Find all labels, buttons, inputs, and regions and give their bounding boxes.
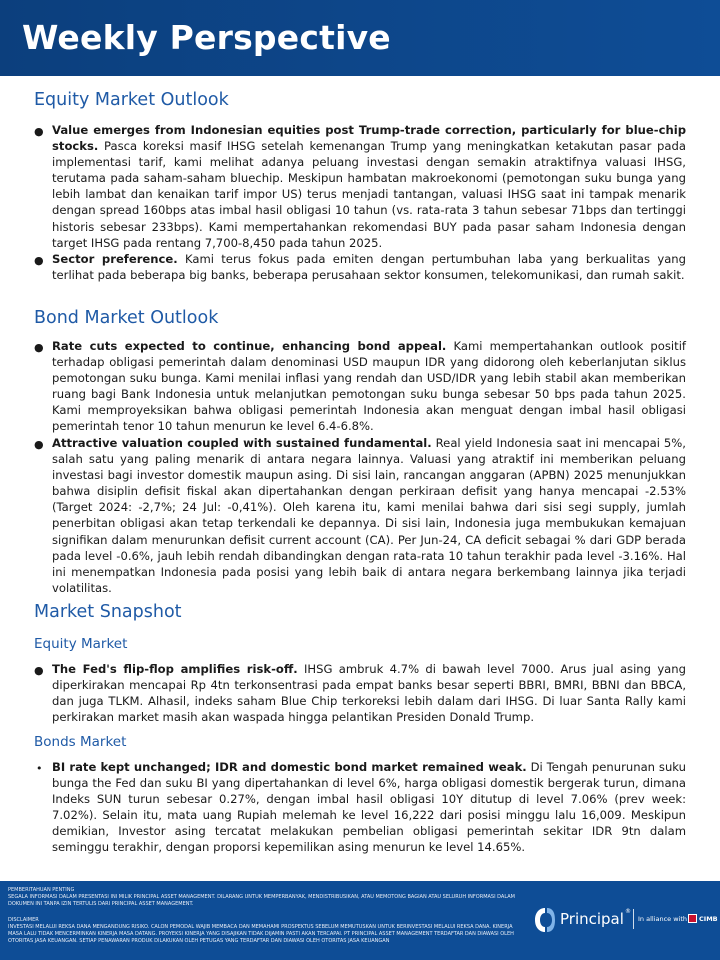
principal-logo-text: Principal xyxy=(560,910,624,928)
bond-outlook-bullet-2 xyxy=(52,435,686,596)
principal-mark-icon xyxy=(534,907,556,933)
disclaimer-text: INVESTASI MELALUI REKSA DANA MENGANDUNG RISIKO. CALON PEMODAL WAJIB MEMBACA DAN MEMAHAMI PROSPEKTUS SEBELUM MEMUTUSKAN UNTUK BERINVESTASI MELALUI REKSA DANA. KINERJA MASA LALU TIDAK MENCERMINKAN KINERJA MASA DATANG. PROYEKSI KINERJA YANG DISAJIKAN TIDAK DIJAMIN PASTI AKAN TERCAPAI. PT PRINCIPAL ASSET MANAGEMENT TERDAFTAR DAN DIAWASI OLEH OTORITAS JASA KEUANGAN. SETIAP PENAWARAN PRODUK DILAKUKAN OLEH PETUGAS YANG TERDAFTAR DAN DIAWASI OLEH OTORITAS JASA KEUANGAN xyxy=(8,924,514,944)
bullet-icon: ● xyxy=(34,125,44,138)
bullet-icon: ● xyxy=(34,664,44,677)
logo-divider xyxy=(633,909,634,929)
bond-outlook-bullet-2-lead: Attractive valuation coupled with sustained fundamental. xyxy=(52,436,432,450)
equity-outlook-bullet-2-text: Kami terus fokus pada emiten dengan pertumbuhan laba yang berkualitas yang terlihat pada beberapa big banks, beberapa perusahaan sektor konsumen, telekomunikasi, dan rumah sakit. xyxy=(52,252,687,283)
equity-outlook-bullet-1-lead: Value emerges from Indonesian equities post Trump-trade correction, particularly for blue-chip stocks. xyxy=(52,123,686,154)
bond-outlook-bullet-1 xyxy=(52,338,686,435)
disclaimer-title: DISCLAIMER xyxy=(8,917,39,923)
market-snapshot-heading: Market Snapshot xyxy=(34,602,182,622)
bullet-icon: ● xyxy=(34,438,44,451)
notice-title: PEMBERITAHUAN PENTING xyxy=(8,887,75,893)
page-title: Weekly Perspective xyxy=(22,18,391,57)
principal-logo xyxy=(534,905,718,935)
bonds-market-bullet-lead: BI rate kept unchanged; IDR and domestic bond market remained weak. xyxy=(52,760,527,774)
bonds-market-subheading: Bonds Market xyxy=(34,734,127,750)
notice-text: SEGALA INFORMASI DALAM PRESENTASI INI MILIK PRINCIPAL ASSET MANAGEMENT. DILARANG UNTUK MEMPERBANYAK, MENDISTRIBUSIKAN, ATAU MEMOTONG BAGIAN ATAU SELURUH INFORMASI DALAM DOKUMEN INI TANPA IZIN TERTULIS DARI PRINCIPAL ASSET MANAGEMENT. xyxy=(8,894,515,907)
bond-outlook-bullet-2-text: Real yield Indonesia saat ini mencapai 5%, salah satu yang paling menarik di antara negara lainnya. Valuasi yang atraktif ini memberikan peluang investasi bagi investor domestik maupun asing. Di sisi lain, rancangan anggaran (APBN) 2025 menunjukkan bahwa disiplin defisit fiskal akan dipertahankan dengan perkiraan defisit yang hanya mencapai -2.53% (Target 2024: -2,7%; 24 Jul: -0,41%). Oleh karena itu, kami menilai bahwa dari sisi segi supply, jumlah penerbitan obligasi akan tetap terkendali ke depannya. Di sisi lain, Indonesia juga membukukan kemajuan signifikan dalam menurunkan defisit current account (CA). Per Jun-24, CA deficit sebagai % dari GDP berada pada level -0.6%, jauh lebih rendah dibandingkan dengan rata-rata 10 tahun terakhir pada level -3.16%. Hal ini menempatkan Indonesia pada posisi yang lebih baik di antara negara berkembang lainnya jika terjadi volatilitas. xyxy=(52,436,686,595)
equity-market-bullet xyxy=(52,661,686,725)
equity-outlook-bullet-2 xyxy=(52,251,686,283)
bond-outlook-bullet-1-lead: Rate cuts expected to continue, enhancing bond appeal. xyxy=(52,339,447,353)
registered-mark: ® xyxy=(625,908,631,915)
equity-market-subheading: Equity Market xyxy=(34,636,128,652)
bullet-icon: ● xyxy=(34,254,44,267)
equity-outlook-bullet-1-text: Pasca koreksi masif IHSG setelah kemenangan Trump yang meningkatkan ketakutan pasar pada implementasi tarif, kami melihat adanya peluang investasi dengan semakin atraktifnya valuasi IHSG, terutama pada saham-saham bluechip. Meskipun hambatan makroekonomi (pemotongan suku bunga yang lebih lambat dan kenaikan tarif impor US) terus menjadi tantangan, valuasi IHSG saat ini tampak menarik dengan spread 160bps atas imbal hasil obligasi 10 tahun (vs. rata-rata 3 tahun sebesar 71bps dan tertinggi historis sebesar 233bps). Kami mempertahankan rekomendasi BUY pada pasar saham Indonesia dengan target IHSG pada rentang 7,700-8,450 pada tahun 2025. xyxy=(52,139,686,250)
cimb-logo-icon xyxy=(688,914,697,923)
equity-outlook-heading: Equity Market Outlook xyxy=(34,90,229,110)
bond-outlook-heading: Bond Market Outlook xyxy=(34,308,219,328)
equity-market-bullet-text: IHSG ambruk 4.7% di bawah level 7000. Arus jual asing yang diperkirakan mencapai Rp 4tn terkonsentrasi pada empat banks besar seperti BBRI, BMRI, BBNI dan BBCA, dan juga TLKM. Alhasil, indeks saham Blue Chip terkoreksi lebih dalam dari IHSG. Di luar Santa Rally kami perkirakan market masih akan waspada hingga pelantikan Presiden Donald Trump. xyxy=(52,662,686,725)
equity-outlook-bullet-2-lead: Sector preference. xyxy=(52,252,178,266)
bond-outlook-bullet-1-text: Kami mempertahankan outlook positif terhadap obligasi pemerintah dalam denominasi USD maupun IDR yang didorong oleh keberlanjutan siklus pemotongan suku bunga. Kami menilai inflasi yang rendah dan USD/IDR yang lebih stabil akan memberikan ruang bagi Bank Indonesia untuk melanjutkan pemotongan suku bunga sebesar 50 bps pada tahun 2025. Kami memproyeksikan bahwa obligasi pemerintah Indonesia akan menguat dengan imbal hasil obligasi pemerintah tenor 10 tahun menurun ke level 6.4-6.8%. xyxy=(52,339,686,434)
bullet-icon: • xyxy=(36,762,43,775)
footer xyxy=(0,881,720,960)
header-banner xyxy=(0,0,720,76)
bullet-icon: ● xyxy=(34,341,44,354)
equity-outlook-bullet-1 xyxy=(52,122,686,251)
alliance-text: In alliance with xyxy=(638,915,688,923)
bonds-market-bullet xyxy=(52,759,686,856)
equity-market-bullet-lead: The Fed's flip-flop amplifies risk-off. xyxy=(52,662,298,676)
bonds-market-bullet-text: Di Tengah penurunan suku bunga the Fed dan suku BI yang dipertahankan di level 6%, harga obligasi domestik bergerak turun, dimana Indeks SUN turun sebesar 0.27%, dengan imbal hasil obligasi 10Y ditutup di level 7.06% (prev week: 7.02%). Selain itu, mata uang Rupiah melemah ke level 16,222 dari posisi minggu lalu 16,009. Meskipun demikian, Investor asing tercatat melakukan pembelian obligasi pemerintah sekitar IDR 9tn dalam seminggu terakhir, dengan proporsi kepemilikan asing menurun ke level 14.65%. xyxy=(52,760,686,855)
cimb-text: CIMB xyxy=(699,915,718,923)
